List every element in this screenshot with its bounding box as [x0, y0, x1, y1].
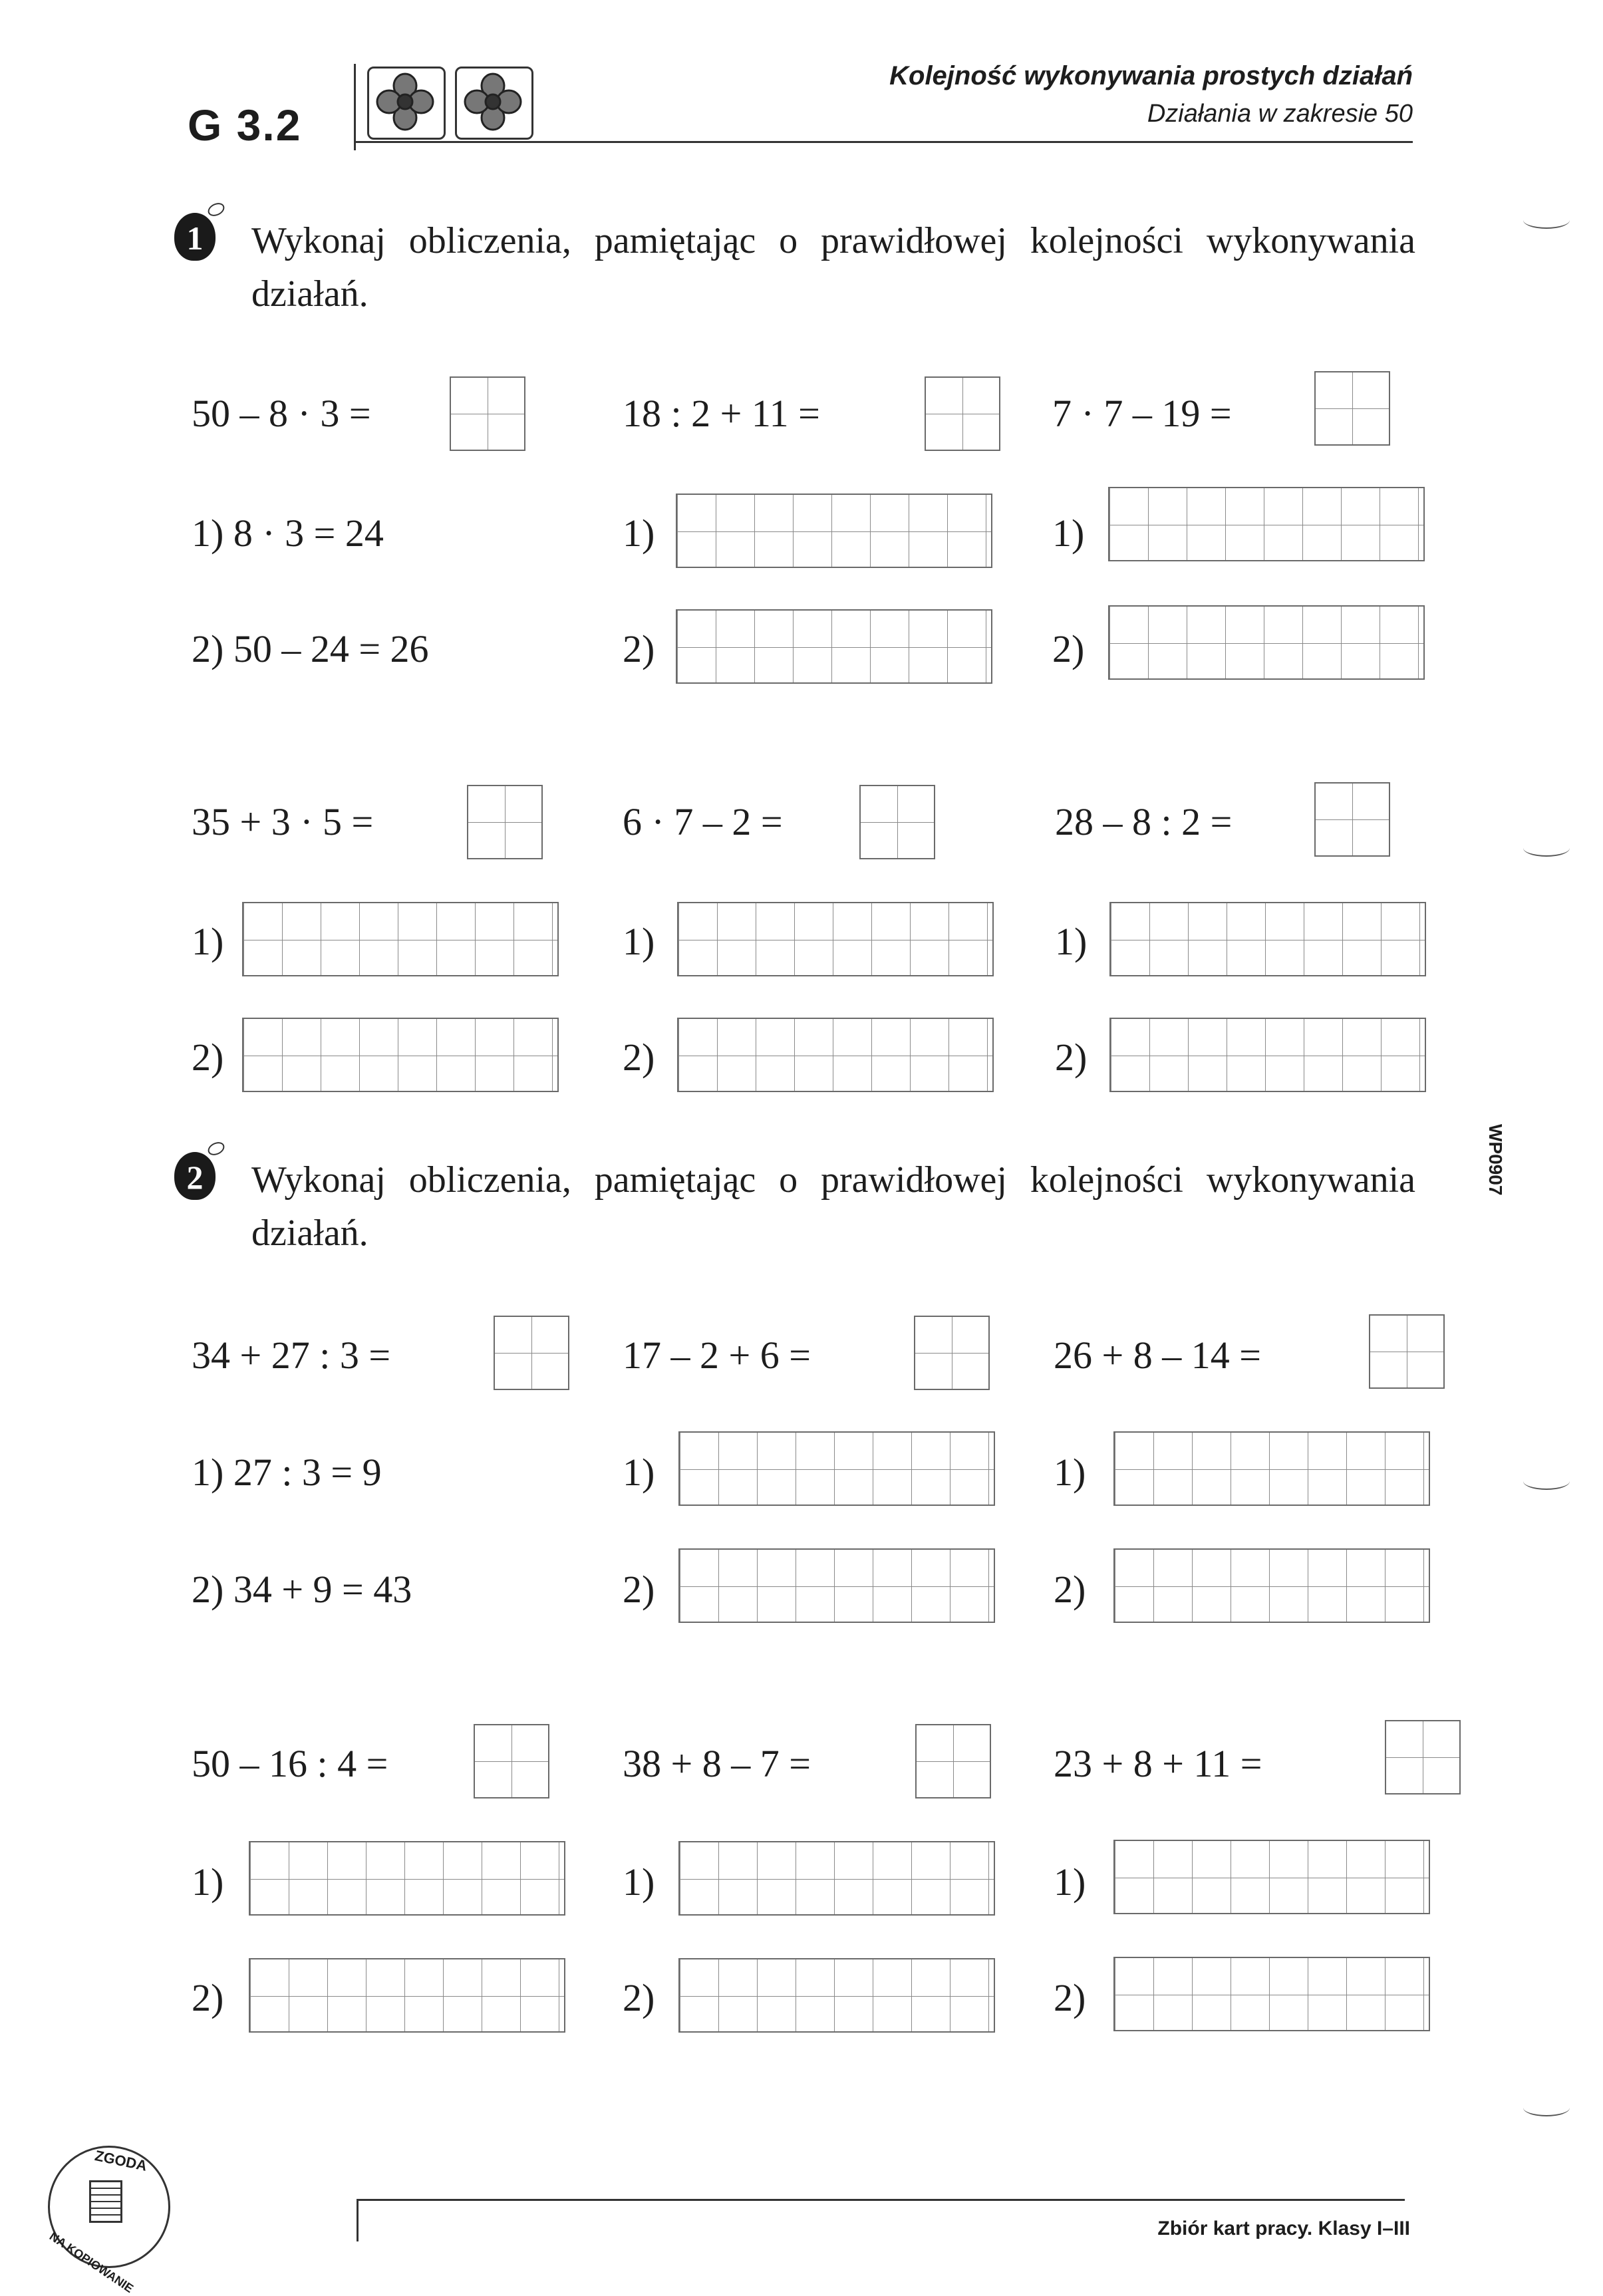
- step-2: 2): [623, 627, 655, 670]
- footer-divider-vertical: [357, 2199, 359, 2241]
- header-divider-vertical: [354, 64, 356, 150]
- answer-box[interactable]: [1385, 1720, 1461, 1794]
- step-1: 1): [623, 920, 655, 963]
- problem-expression: 7 · 7 – 19 =: [1052, 392, 1232, 435]
- flower-icon: [367, 67, 446, 140]
- calculation-grid[interactable]: [1113, 1548, 1430, 1623]
- calculation-grid[interactable]: [1109, 902, 1426, 976]
- footer-divider-horizontal: [357, 2199, 1405, 2201]
- step-2: 2) 50 – 24 = 26: [192, 627, 429, 670]
- footer-text: Zbiór kart pracy. Klasy I–III: [1157, 2218, 1410, 2239]
- problem-expression: 50 – 16 : 4 =: [192, 1742, 388, 1785]
- exercise-number-badge: 1: [174, 213, 216, 261]
- step-2: 2): [623, 1568, 655, 1611]
- answer-box[interactable]: [1314, 782, 1390, 857]
- answer-box[interactable]: [859, 785, 935, 859]
- calculation-grid[interactable]: [249, 1841, 565, 1916]
- step-1: 1): [1055, 920, 1088, 963]
- answer-box[interactable]: [1314, 371, 1390, 446]
- step-2: 2): [192, 1976, 224, 2019]
- problem-expression: 50 – 8 · 3 =: [192, 392, 371, 435]
- calculation-grid[interactable]: [242, 902, 559, 976]
- step-1: 1): [1054, 1451, 1086, 1494]
- answer-box[interactable]: [467, 785, 543, 859]
- calculation-grid[interactable]: [678, 1548, 995, 1623]
- binder-hole-mark: [1523, 212, 1570, 229]
- calculation-grid[interactable]: [249, 1958, 565, 2033]
- answer-box[interactable]: [474, 1724, 549, 1798]
- problem-expression: 35 + 3 · 5 =: [192, 800, 374, 843]
- answer-box[interactable]: [914, 1316, 990, 1390]
- exercise-number-badge: 2: [174, 1152, 216, 1200]
- calculation-grid[interactable]: [678, 1958, 995, 2033]
- calculation-grid[interactable]: [1108, 605, 1425, 680]
- step-1: 1) 8 · 3 = 24: [192, 511, 384, 555]
- calculation-grid[interactable]: [1108, 487, 1425, 561]
- apple-leaf-icon: [206, 1139, 226, 1157]
- step-2: 2): [1052, 627, 1085, 670]
- binder-hole-mark: [1523, 1473, 1570, 1490]
- problem-expression: 17 – 2 + 6 =: [623, 1334, 811, 1377]
- problem-expression: 28 – 8 : 2 =: [1055, 800, 1233, 843]
- apple-leaf-icon: [206, 200, 226, 218]
- calculation-grid[interactable]: [677, 1018, 994, 1092]
- calculation-grid[interactable]: [1113, 1431, 1430, 1506]
- binder-hole-mark: [1523, 839, 1570, 857]
- calculation-grid[interactable]: [242, 1018, 559, 1092]
- problem-expression: 6 · 7 – 2 =: [623, 800, 783, 843]
- step-2: 2): [1054, 1976, 1086, 2019]
- step-1: 1): [192, 1860, 224, 1904]
- calculation-grid[interactable]: [676, 609, 992, 684]
- problem-expression: 26 + 8 – 14 =: [1054, 1334, 1261, 1377]
- calculation-grid[interactable]: [678, 1841, 995, 1916]
- exercise-instruction: Wykonaj obliczenia, pamiętając o prawidłowej kolejności wykonywania działań.: [251, 1159, 1415, 1254]
- step-1: 1): [192, 920, 224, 963]
- stamp-bottom-text: NA KOPIOWANIE: [47, 2229, 136, 2295]
- problem-expression: 18 : 2 + 11 =: [623, 392, 820, 435]
- step-2: 2): [192, 1036, 224, 1079]
- step-1: 1): [623, 1451, 655, 1494]
- answer-box[interactable]: [1369, 1314, 1445, 1389]
- calculation-grid[interactable]: [1113, 1840, 1430, 1914]
- binder-hole-mark: [1523, 2099, 1570, 2116]
- step-1: 1): [1052, 511, 1085, 555]
- step-1: 1): [623, 511, 655, 555]
- answer-box[interactable]: [494, 1316, 569, 1390]
- answer-box[interactable]: [450, 376, 525, 451]
- exercise-instruction: Wykonaj obliczenia, pamiętając o prawidłowej kolejności wykonywania działań.: [251, 220, 1415, 315]
- step-1: 1): [1054, 1860, 1086, 1904]
- problem-expression: 38 + 8 – 7 =: [623, 1742, 811, 1785]
- answer-box[interactable]: [925, 376, 1000, 451]
- difficulty-icons: [367, 67, 543, 143]
- topic-title: Kolejność wykonywania prostych działań: [889, 61, 1413, 90]
- flower-icon: [455, 67, 533, 140]
- problem-expression: 34 + 27 : 3 =: [192, 1334, 391, 1377]
- step-2: 2): [1055, 1036, 1088, 1079]
- step-1: 1) 27 : 3 = 9: [192, 1451, 382, 1494]
- problem-expression: 23 + 8 + 11 =: [1054, 1742, 1262, 1785]
- calculation-grid[interactable]: [676, 494, 992, 568]
- stamp-top-text: ZGODA: [93, 2147, 149, 2174]
- answer-box[interactable]: [915, 1724, 991, 1798]
- step-2: 2) 34 + 9 = 43: [192, 1568, 412, 1611]
- step-2: 2): [1054, 1568, 1086, 1611]
- step-1: 1): [623, 1860, 655, 1904]
- worksheet-code: G 3.2: [188, 100, 302, 150]
- calculation-grid[interactable]: [1109, 1018, 1426, 1092]
- side-code: WP0907: [1485, 1124, 1506, 1196]
- step-2: 2): [623, 1976, 655, 2019]
- step-2: 2): [623, 1036, 655, 1079]
- calculation-grid[interactable]: [677, 902, 994, 976]
- document-icon: [89, 2180, 122, 2223]
- calculation-grid[interactable]: [1113, 1957, 1430, 2031]
- subtopic-title: Działania w zakresie 50: [1147, 100, 1413, 128]
- calculation-grid[interactable]: [678, 1431, 995, 1506]
